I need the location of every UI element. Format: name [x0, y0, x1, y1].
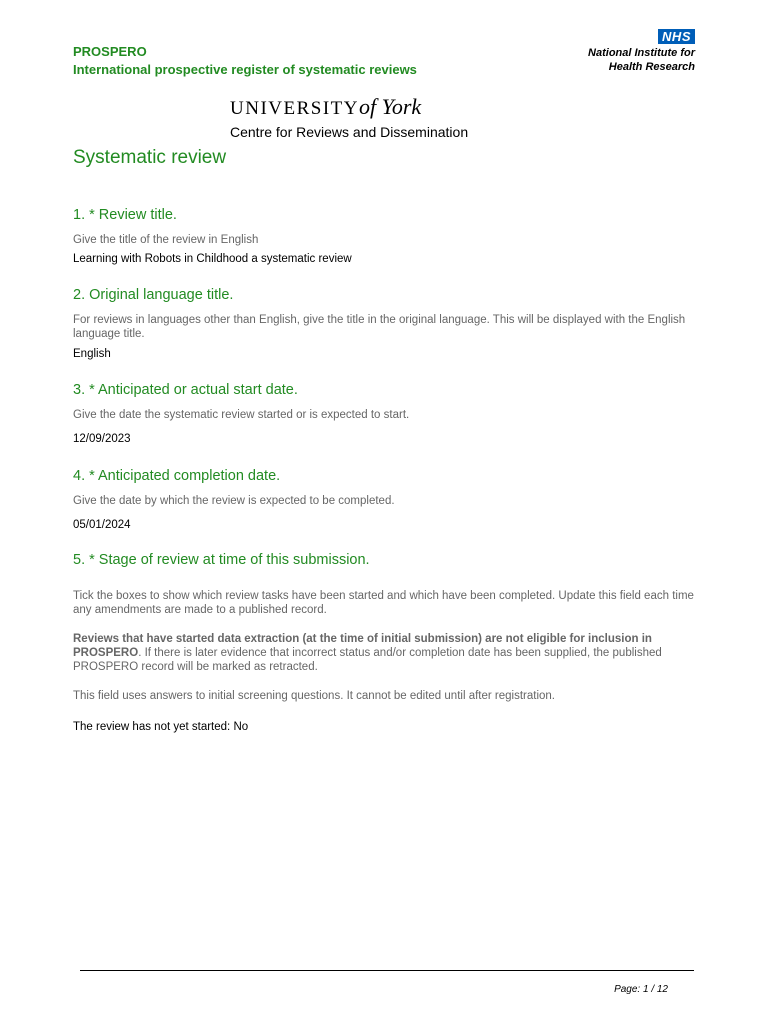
- section-paragraph: This field uses answers to initial screening questions. It cannot be edited until after registration.: [73, 690, 555, 702]
- nihr-line-2: Health Research: [608, 61, 695, 73]
- document-title: Systematic review: [73, 147, 227, 168]
- section-hint: Give the title of the review in English: [73, 234, 259, 246]
- section-heading: 3. * Anticipated or actual start date.: [73, 382, 298, 398]
- section-answer: The review has not yet started: No: [73, 721, 249, 733]
- eligibility-bold-text: Reviews that have started data extraction (at the time of initial submission) are not eligible for inclusion in PROSPERO: [73, 633, 652, 659]
- section-completion-date: [73, 467, 695, 532]
- section-answer: Learning with Robots in Childhood a systematic review: [73, 253, 352, 265]
- prospero-subtitle: International prospective register of systematic reviews: [73, 62, 417, 77]
- section-answer: 12/09/2023: [73, 433, 131, 445]
- section-paragraph-eligibility: [73, 632, 695, 674]
- section-heading: 4. * Anticipated completion date.: [73, 468, 281, 484]
- section-hint: Give the date by which the review is expected to be completed.: [73, 495, 395, 507]
- document-body: [73, 146, 695, 754]
- section-answer: English: [73, 348, 111, 360]
- nhs-badge: NHS: [658, 29, 695, 44]
- york-wordmark: [230, 95, 468, 121]
- section-heading: 1. * Review title.: [73, 207, 177, 223]
- page-number: Page: 1 / 12: [614, 984, 668, 995]
- nihr-logo: [555, 28, 695, 74]
- york-centre-text: Centre for Reviews and Dissemination: [230, 124, 469, 140]
- section-original-language-title: [73, 286, 695, 361]
- section-answer: 05/01/2024: [73, 519, 131, 531]
- section-heading: 5. * Stage of review at time of this submission.: [73, 552, 370, 568]
- section-paragraph: Tick the boxes to show which review tasks have been started and which have been completed. Update this field each time any amendments are made to a published record.: [73, 590, 694, 616]
- section-stage-of-review: [73, 551, 695, 734]
- york-logo: [230, 95, 468, 141]
- nihr-line-1: National Institute for: [588, 47, 695, 59]
- eligibility-rest-text: . If there is later evidence that incorrect status and/or completion date has been supplied, the published PROSPERO record will be marked as retracted.: [73, 647, 662, 673]
- section-hint: For reviews in languages other than English, give the title in the original language. This will be displayed with the English language title.: [73, 314, 686, 340]
- prospero-title: PROSPERO: [73, 44, 147, 59]
- section-heading: 2. Original language title.: [73, 287, 234, 303]
- section-review-title: [73, 206, 695, 266]
- section-hint: Give the date the systematic review started or is expected to start.: [73, 409, 410, 421]
- york-of-york-text: of York: [359, 94, 422, 119]
- footer-divider: [80, 970, 694, 971]
- york-university-text: UNIVERSITY: [230, 98, 359, 119]
- section-start-date: [73, 381, 695, 446]
- header-branding: [73, 43, 417, 79]
